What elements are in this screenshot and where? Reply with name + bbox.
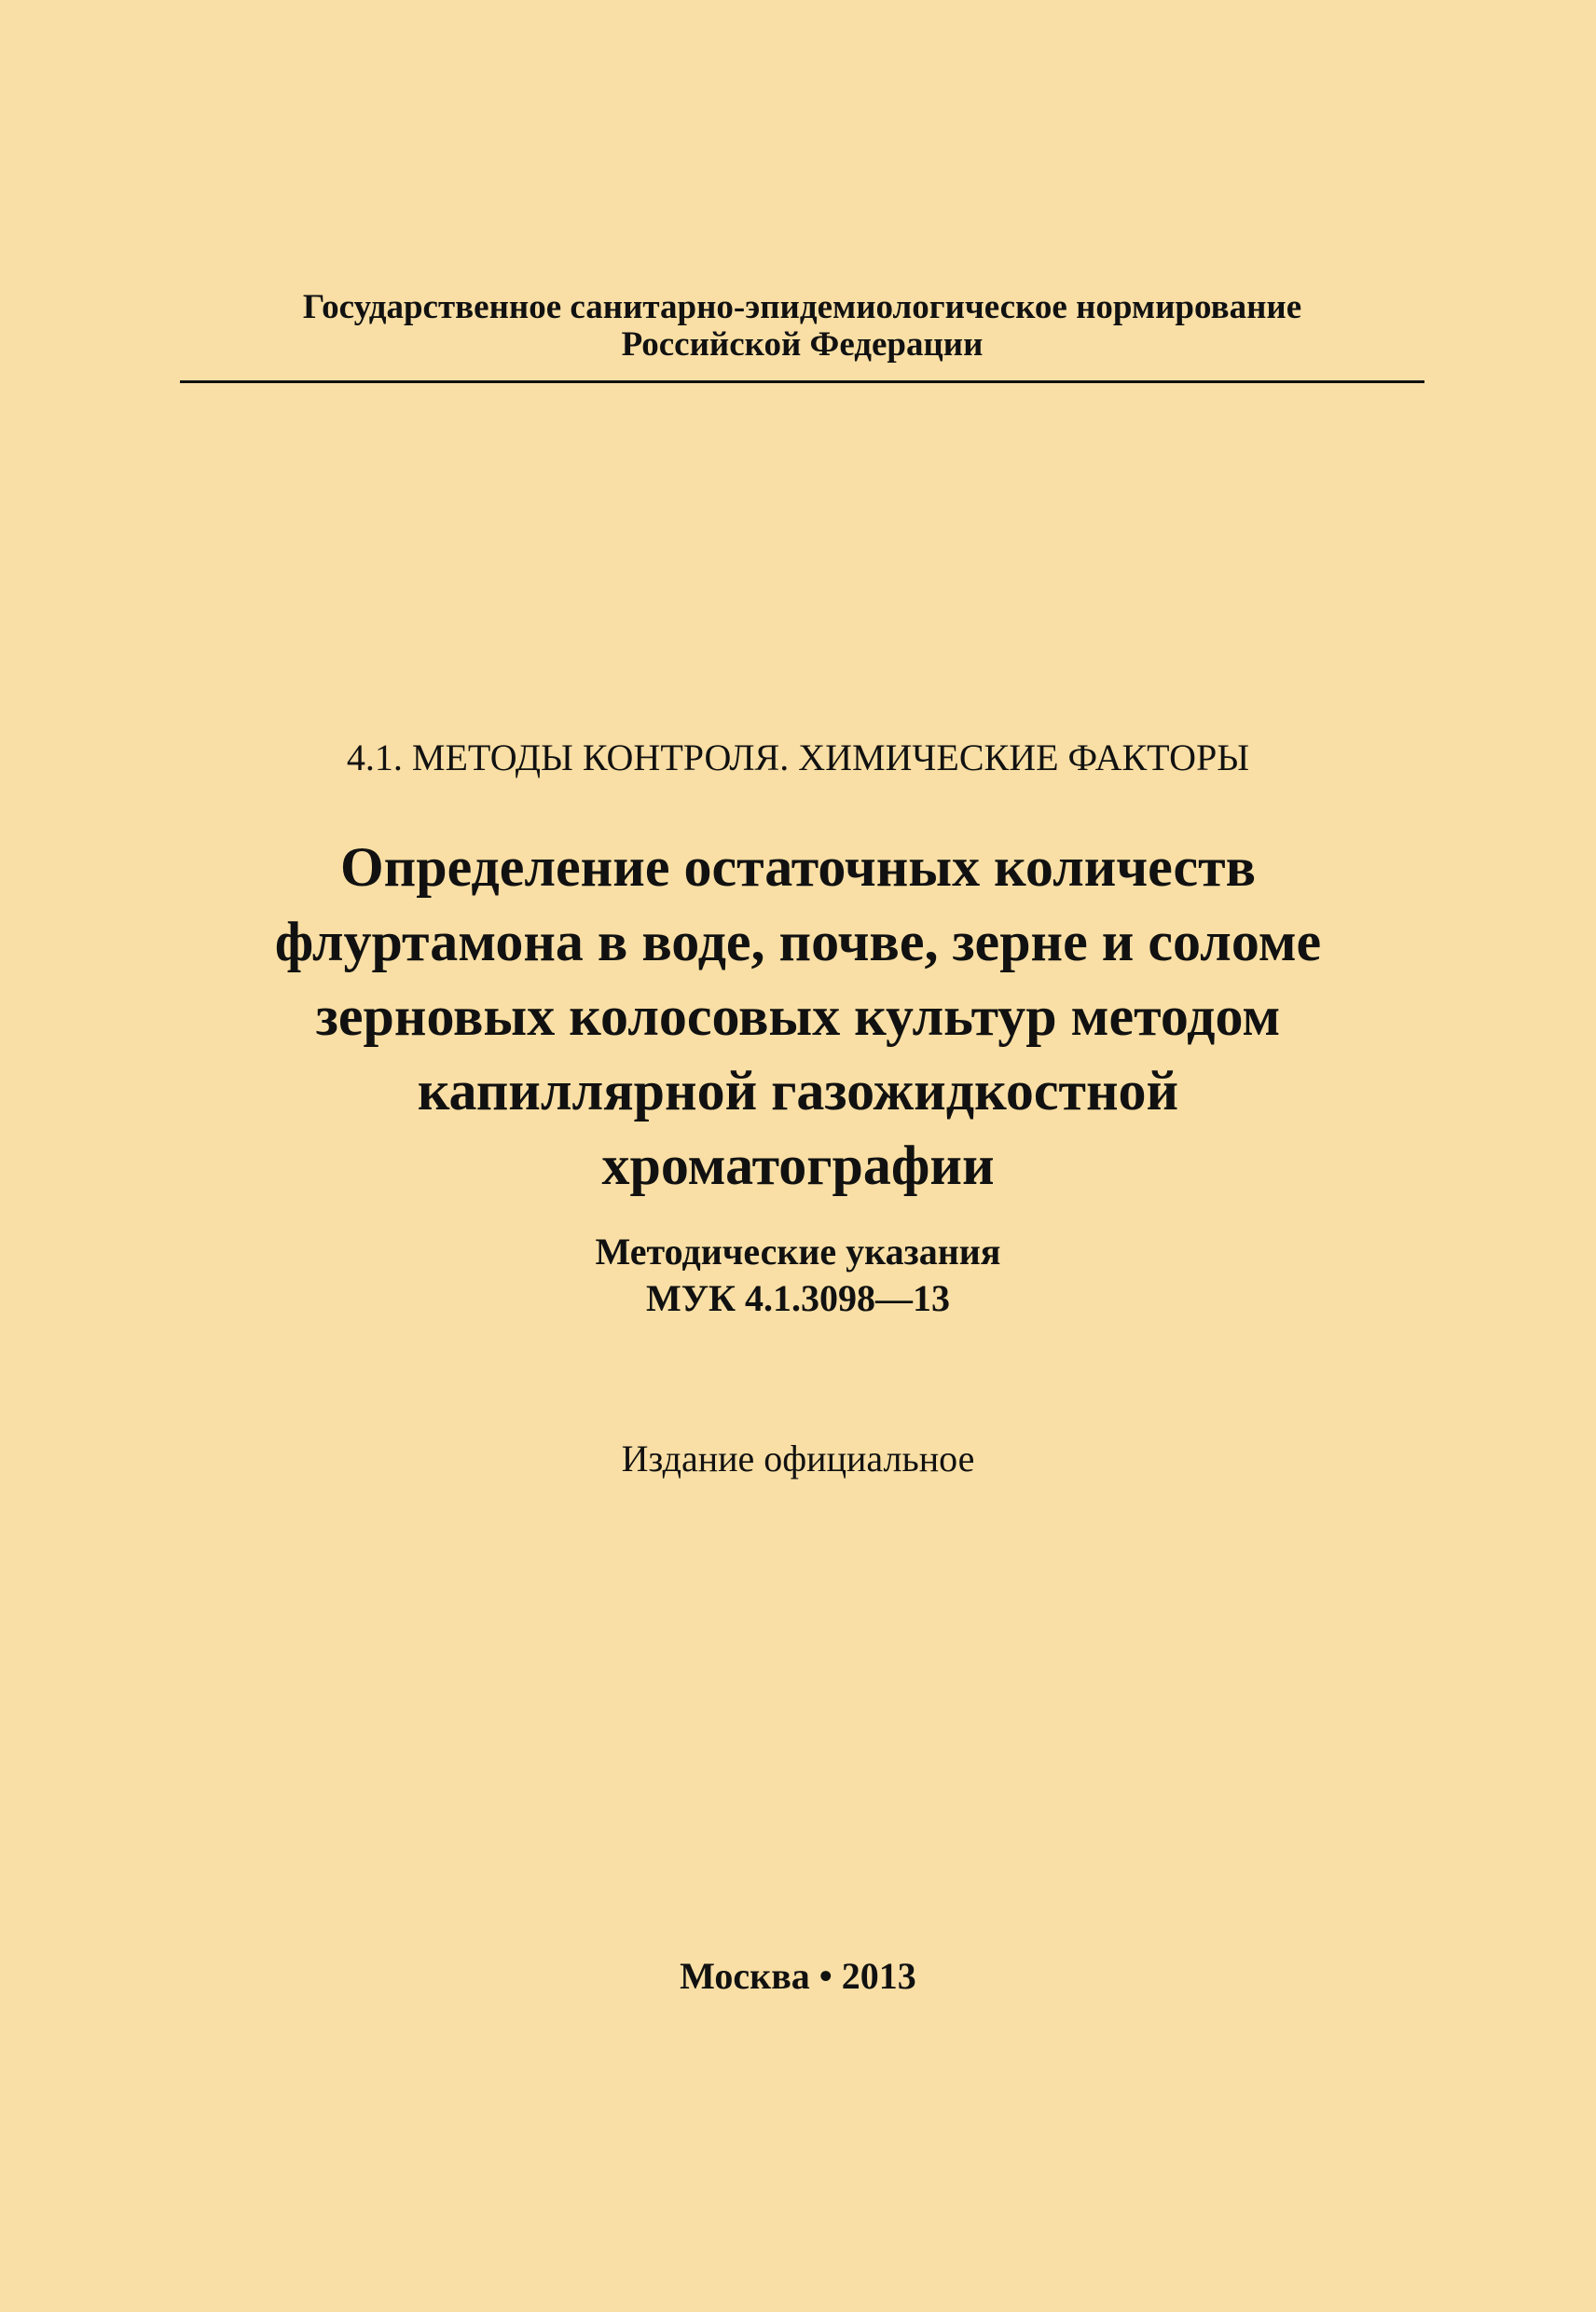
document-type-block [0,1229,1596,1322]
title-line-2: флуртамона в воде, почве, зерне и соломе [274,911,1322,972]
edition-note: Издание официальное [621,1438,975,1479]
document-type-label: Методические указания [595,1231,1001,1273]
document-title [93,830,1503,1203]
header-divider [180,380,1424,383]
publication-place-year: Москва • 2013 [680,1955,916,1997]
title-line-5: хроматографии [601,1135,995,1196]
header-line-2: Российской Федерации [621,325,984,364]
issuing-authority-header [180,289,1424,364]
title-line-3: зерновых колосовых культур методом [315,985,1281,1047]
document-code: МУК 4.1.3098—13 [645,1277,951,1319]
title-line-4: капиллярной газожидкостной [417,1060,1179,1122]
title-line-1: Определение остаточных количеств [339,836,1257,898]
section-heading: 4.1. МЕТОДЫ КОНТРОЛЯ. ХИМИЧЕСКИЕ ФАКТОРЫ [346,736,1250,778]
header-line-1: Государственное санитарно-эпидемиологическое нормирование [302,288,1302,326]
